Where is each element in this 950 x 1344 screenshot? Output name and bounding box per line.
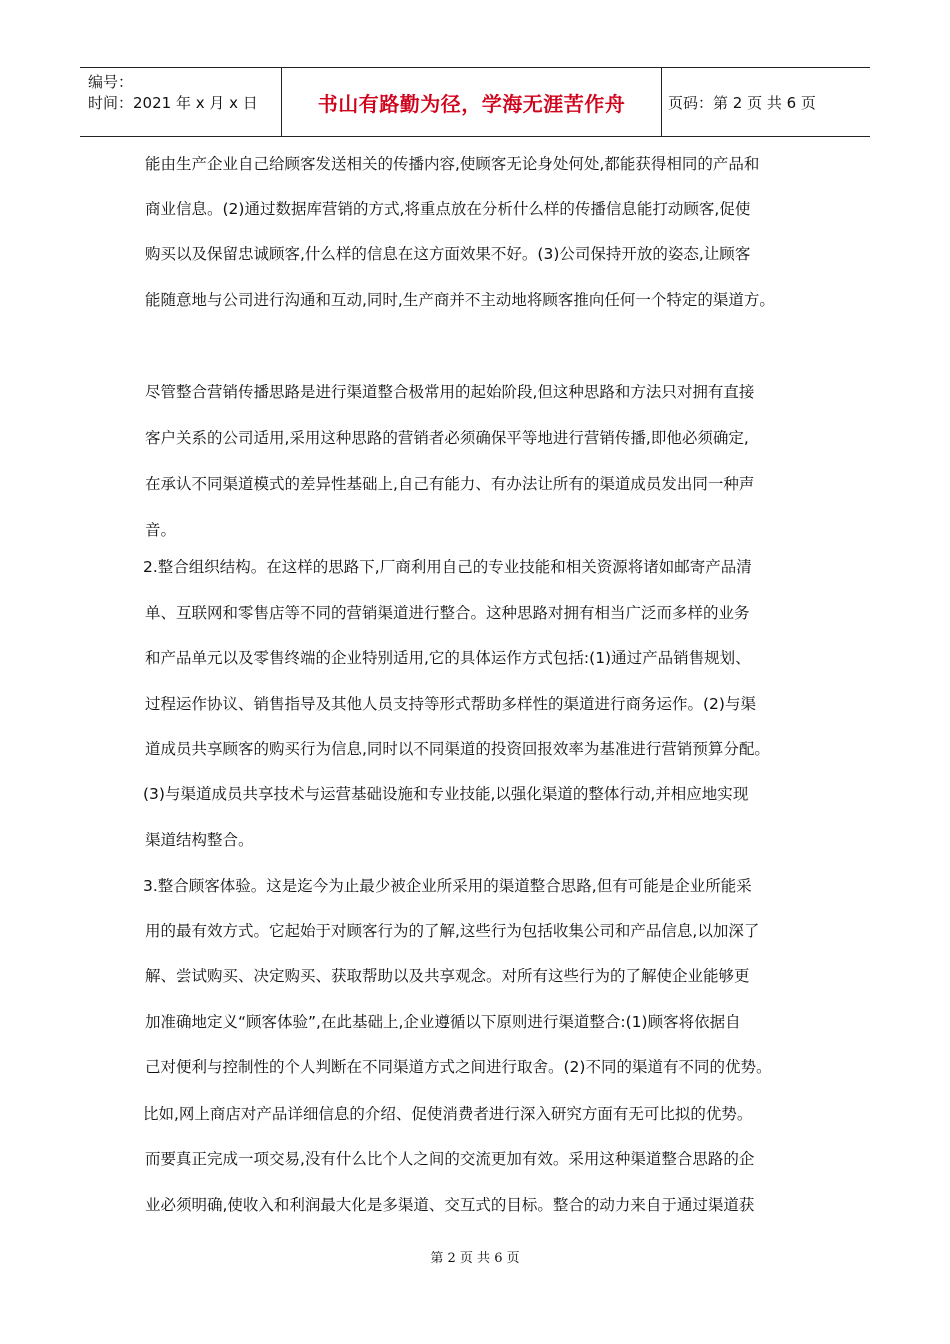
body-line: 能随意地与公司进行沟通和互动,同时,生产商并不主动地将顾客推向任何一个特定的渠道方。 [145, 291, 775, 309]
body-line: 渠道结构整合。 [145, 831, 254, 849]
body-line: 业必须明确,使收入和利润最大化是多渠道、交互式的目标。整合的动力来自于通过渠道获 [145, 1196, 755, 1214]
body-line: 道成员共享顾客的购买行为信息,同时以不同渠道的投资回报效率为基准进行营销预算分配。 [145, 740, 770, 758]
body-line: 购买以及保留忠诚顾客,什么样的信息在这方面效果不好。(3)公司保持开放的姿态,让顾客 [145, 245, 751, 263]
header-page-info: 页码：第 2 页 共 6 页 [668, 93, 816, 112]
body-line: 音。 [145, 521, 177, 539]
header-motto-cell [282, 68, 662, 136]
body-line: 单、互联网和零售店等不同的营销渠道进行整合。这种思路对拥有相当广泛而多样的业务 [145, 604, 750, 622]
header-meta-cell [80, 68, 282, 136]
body-line: 加准确地定义“顾客体验”,在此基础上,企业遵循以下原则进行渠道整合:(1)顾客将依据自 [145, 1013, 741, 1031]
body-line: 比如,网上商店对产品详细信息的介绍、促使消费者进行深入研究方面有无可比拟的优势。 [143, 1105, 753, 1123]
body-line: (3)与渠道成员共享技术与运营基础设施和专业技能,以强化渠道的整体行动,并相应地实现 [143, 785, 749, 803]
body-line: 解、尝试购买、决定购买、获取帮助以及共享观念。对所有这些行为的了解使企业能够更 [145, 967, 750, 985]
body-line: 尽管整合营销传播思路是进行渠道整合极常用的起始阶段,但这种思路和方法只对拥有直接 [145, 383, 755, 401]
header-motto: 书山有路勤为径，学海无涯苦作舟 [317, 91, 626, 116]
body-line: 用的最有效方式。它起始于对顾客行为的了解,这些行为包括收集公司和产品信息,以加深了 [145, 922, 760, 940]
body-line: 客户关系的公司适用,采用这种思路的营销者必须确保平等地进行营销传播,即他必须确定, [145, 429, 749, 447]
body-line: 己对便利与控制性的个人判断在不同渠道方式之间进行取舍。(2)不同的渠道有不同的优势。 [145, 1058, 772, 1076]
body-line: 商业信息。(2)通过数据库营销的方式,将重点放在分析什么样的传播信息能打动顾客,促使 [145, 200, 751, 218]
body-line: 过程运作协议、销售指导及其他人员支持等形式帮助多样性的渠道进行商务运作。(2)与渠 [145, 695, 756, 713]
page-footer: 第 2 页 共 6 页 [430, 1251, 520, 1266]
body-line: 在承认不同渠道模式的差异性基础上,自己有能力、有办法让所有的渠道成员发出同一种声 [145, 475, 755, 493]
body-line: 2.整合组织结构。在这样的思路下,厂商利用自己的专业技能和相关资源将诸如邮寄产品清 [143, 558, 752, 576]
body-line: 和产品单元以及零售终端的企业特别适用,它的具体运作方式包括:(1)通过产品销售规划、 [145, 649, 751, 667]
body-line: 3.整合顾客体验。这是迄今为止最少被企业所采用的渠道整合思路,但有可能是企业所能采 [143, 877, 752, 895]
header-page-cell [662, 68, 870, 136]
body-line: 而要真正完成一项交易,没有什么比个人之间的交流更加有效。采用这种渠道整合思路的企 [145, 1150, 755, 1168]
document-header [80, 67, 870, 137]
document-number-label: 编号： [88, 73, 134, 91]
document-date: 时间：2021 年 x 月 x 日 [88, 94, 258, 112]
body-line: 能由生产企业自己给顾客发送相关的传播内容,使顾客无论身处何处,都能获得相同的产品和 [145, 155, 760, 173]
